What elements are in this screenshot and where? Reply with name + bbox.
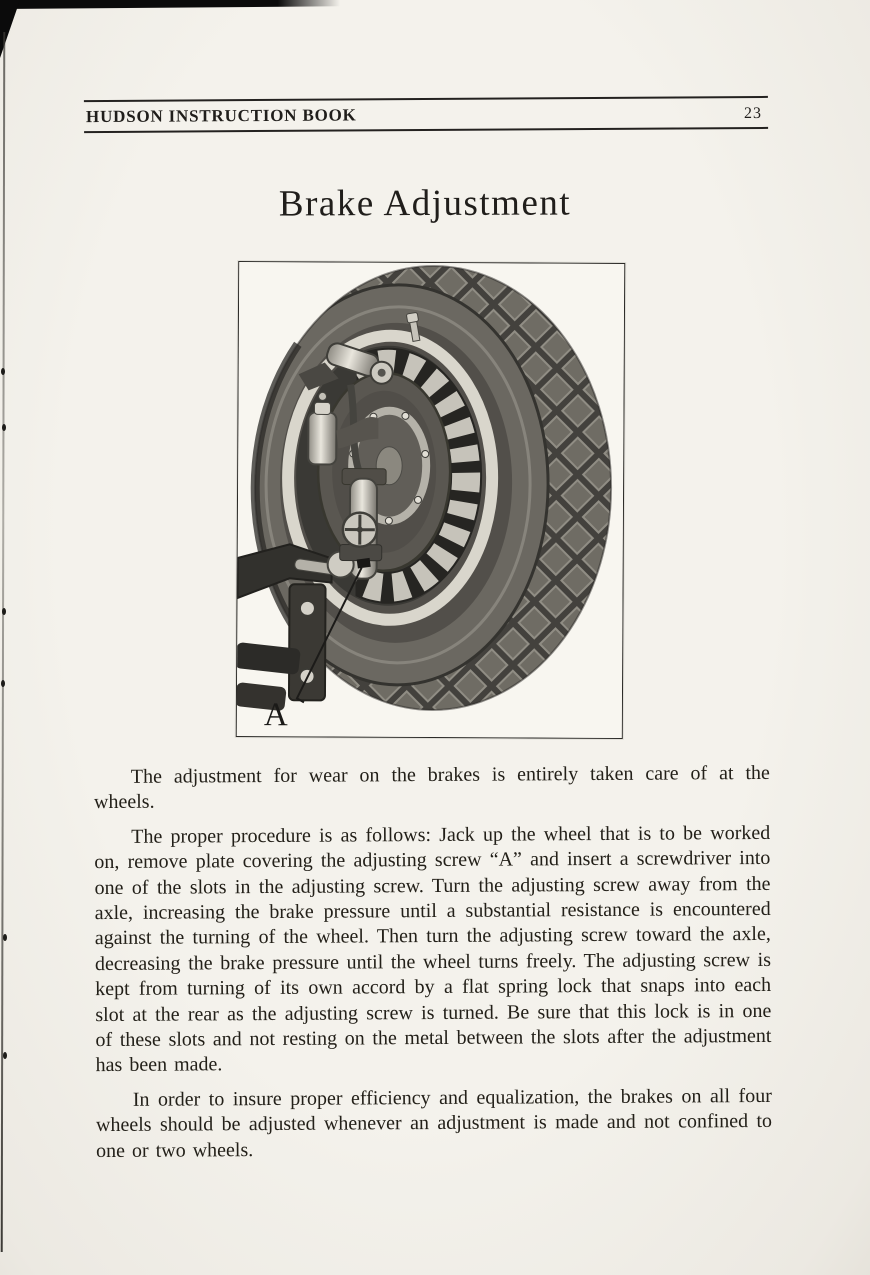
body-text: [94, 761, 772, 1164]
paragraph-2: The proper procedure is as follows: Jack up the wheel that is to be worked on, remove plate covering the adjusting screw “A” and insert a screwdriver into one of the slots in the adjusting screw. Turn the adjusting screw away from the axle, increasing the brake pressure until a substantial resistance is encountered against the turning of the wheel. Then turn the adjusting screw toward the axle, decreasing the brake pressure until the wheel turns freely. The adjusting screw is kept from turning of its own accord by a flat spring lock that snaps into each slot at the rear as the adjusting screw is turned. Be sure that this lock is in one of these slots and not resting on the metal between the slots after the adjustment has been made.: [94, 821, 772, 1077]
paragraph-1: The adjustment for wear on the brakes is entirely taken care of at the wheels.: [93, 761, 770, 814]
scan-artifact-mark: [2, 424, 6, 431]
page-number: 23: [743, 104, 763, 123]
scan-artifact-mark: [3, 934, 7, 941]
wheel-brake-photo: [237, 262, 624, 738]
scan-artifact-top-edge: [0, 0, 340, 9]
scan-artifact-mark: [1, 368, 5, 375]
adjusting-screw-slot: [357, 558, 371, 569]
scan-artifact-mark: [1, 680, 5, 687]
scan-artifact-mark: [2, 608, 6, 615]
section-title: Brake Adjustment: [278, 182, 572, 225]
page-header: [84, 96, 768, 133]
figure-label: A: [263, 697, 288, 734]
scan-artifact-mark: [3, 1052, 7, 1059]
paragraph-3: In order to insure proper efficiency and equalization, the brakes on all four wheels should be adjusted whenever an adjustment is made and not confined to one or two wheels.: [95, 1084, 773, 1162]
scan-artifact-gutter-line: [1, 32, 6, 1252]
figure-frame: [236, 261, 625, 739]
book-title: HUDSON INSTRUCTION BOOK: [85, 105, 357, 127]
